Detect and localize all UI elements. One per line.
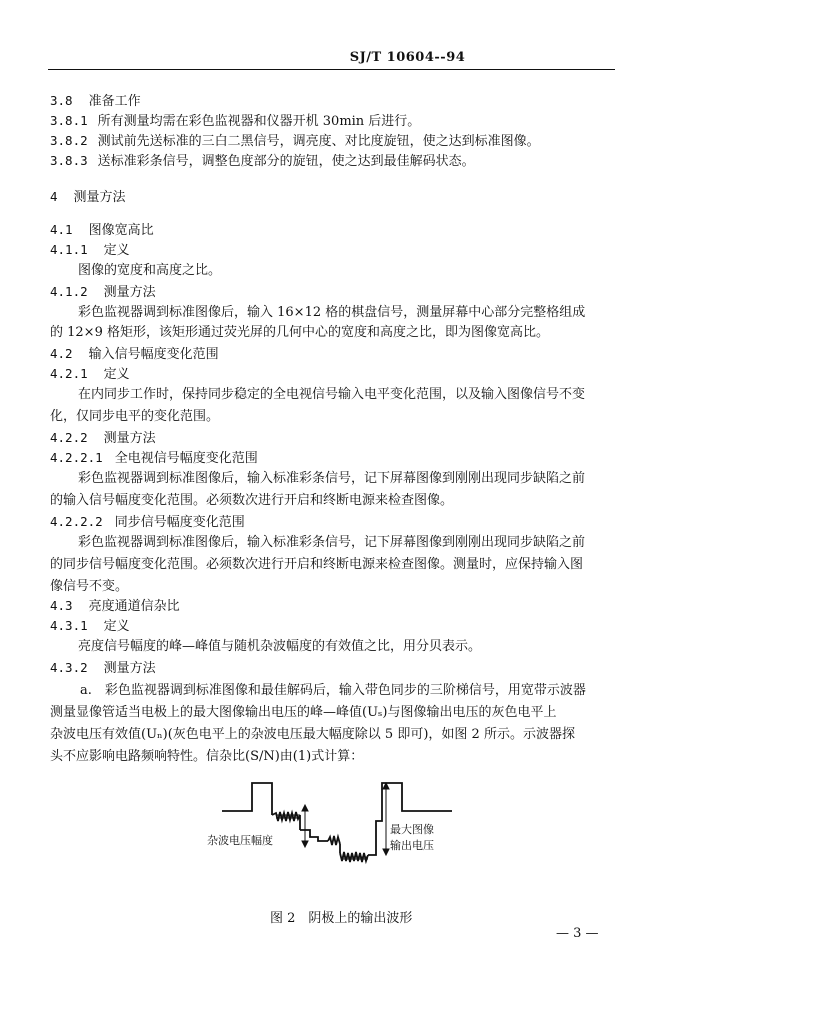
section-heading-4-3: 4.3 亮度通道信杂比 (50, 598, 180, 614)
paragraph-4-2-1-line-1: 在内同步工作时，保持同步稳定的全电视信号输入电平变化范围，以及输入图像信号不变 (78, 387, 586, 402)
paragraph-4-3-2-item-a-line-4: 头不应影响电路频响特性。信杂比(S/N)由(1)式计算： (50, 749, 364, 764)
max-output-voltage-label-line-2: 输出电压 (390, 839, 434, 852)
section-heading-3-8: 3.8 准备工作 (50, 93, 141, 109)
paragraph-4-2-1-line-2: 化，仅同步电平的变化范围。 (50, 409, 220, 424)
paragraph-4-3-2-item-a-line-2: 测量显像管适当电极上的最大图像输出电压的峰—峰值(Uₛ)与图像输出电压的灰色电平上 (50, 705, 557, 720)
paragraph-4-1-2-line-2: 的 12×9 格矩形，该矩形通过荧光屏的几何中心的宽度和高度之比，即为图像宽高比。 (50, 325, 549, 340)
section-heading-4-2: 4.2 输入信号幅度变化范围 (50, 346, 219, 362)
max-output-voltage-arrow (383, 783, 389, 855)
paragraph-4-3-1: 亮度信号幅度的峰—峰值与随机杂波幅度的有效值之比，用分贝表示。 (78, 639, 482, 654)
paragraph-4-2-2-1-line-2: 的输入信号幅度变化范围。必须数次进行开启和终断电源来检查图像。 (50, 493, 454, 508)
paragraph-4-2-2-2-line-2: 的同步信号幅度变化范围。必须数次进行开启和终断电源来检查图像。测量时，应保持输入图 (50, 557, 584, 572)
section-heading-4-2-2-2: 4.2.2.2 同步信号幅度变化范围 (50, 514, 245, 530)
page-number: — 3 — (556, 926, 599, 941)
paragraph-4-3-2-item-a-line-3: 杂波电压有效值(Uₙ)(灰色电平上的杂波电压最大幅度除以 5 即可)，如图 2 所示。示波器探 (50, 727, 575, 742)
paragraph-4-2-2-2-line-3: 像信号不变。 (50, 579, 129, 594)
section-heading-4-3-2: 4.3.2 测量方法 (50, 660, 156, 676)
paragraph-4-1-1: 图像的宽度和高度之比。 (78, 263, 222, 278)
section-heading-4-2-2: 4.2.2 测量方法 (50, 430, 156, 446)
max-output-voltage-label-line-1: 最大图像 (390, 823, 434, 836)
noise-amplitude-arrow (302, 805, 308, 847)
paragraph-4-2-2-2-line-1: 彩色监视器调到标准图像后，输入标准彩条信号，记下屏幕图像到刚刚出现同步缺陷之前 (78, 535, 586, 550)
paragraph-4-1-2-line-1: 彩色监视器调到标准图像后，输入 16×12 格的棋盘信号，测量屏幕中心部分完整格组成 (78, 305, 586, 320)
section-heading-4-1-2: 4.1.2 测量方法 (50, 284, 156, 300)
section-heading-4-3-1: 4.3.1 定义 (50, 618, 130, 634)
paragraph-4-3-2-item-a-line-1: a. 彩色监视器调到标准图像和最佳解码后，输入带色同步的三阶梯信号，用宽带示波器 (80, 683, 586, 698)
section-heading-4-2-1: 4.2.1 定义 (50, 366, 130, 382)
paragraph-3-8-2: 3.8.2 测试前先送标准的三白二黑信号，调亮度、对比度旋钮，使之达到标准图像。 (50, 133, 540, 149)
section-heading-4-1: 4.1 图像宽高比 (50, 222, 154, 238)
section-heading-4-2-2-1: 4.2.2.1 全电视信号幅度变化范围 (50, 450, 258, 466)
header-rule (48, 69, 615, 70)
paragraph-3-8-3: 3.8.3 送标准彩条信号，调整色度部分的旋钮，使之达到最佳解码状态。 (50, 153, 475, 169)
standard-code-header: SJ/T 10604--94 (349, 50, 466, 65)
noise-amplitude-label: 杂波电压幅度 (207, 834, 273, 847)
figure-caption: 图 2 阴极上的输出波形 (270, 911, 413, 926)
paragraph-3-8-1: 3.8.1 所有测量均需在彩色监视器和仪器开机 30min 后进行。 (50, 113, 421, 129)
paragraph-4-2-2-1-line-1: 彩色监视器调到标准图像后，输入标准彩条信号，记下屏幕图像到刚刚出现同步缺陷之前 (78, 471, 586, 486)
section-heading-4-1-1: 4.1.1 定义 (50, 242, 130, 258)
section-heading-4: 4 测量方法 (50, 189, 126, 205)
